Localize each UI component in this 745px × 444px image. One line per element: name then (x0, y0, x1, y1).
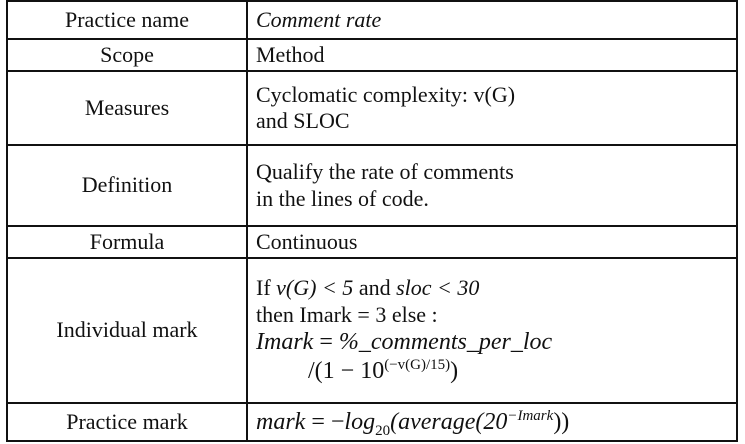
math-expression: v(G) < 5 (276, 275, 354, 301)
row-label: Definition (7, 145, 247, 226)
row-value (247, 39, 737, 71)
table-row (7, 1, 737, 39)
table-row (7, 258, 737, 403)
table-row (7, 145, 737, 226)
row-label: Practice name (7, 1, 247, 39)
row-value (247, 145, 737, 226)
row-label: Individual mark (7, 258, 247, 403)
table-row (7, 403, 737, 441)
row-value (247, 1, 737, 39)
individual-mark-formula-denominator: $/(1 - 10^{(-v(G)/15)})$ (308, 356, 459, 384)
formula-value: Continuous (256, 228, 358, 254)
math-expression: sloc < 30 (396, 275, 480, 301)
individual-mark-formula: Imark = %_comments_per_loc (256, 329, 553, 356)
measures-line-1: Cyclomatic complexity: v(G) (256, 81, 516, 107)
row-value (247, 258, 737, 403)
subscript: 20 (375, 422, 391, 439)
individual-mark-then: then Imark = 3 else : (256, 301, 438, 327)
practice-mark-formula: mark = $-\log_{20}(average(20^{-Imark}))$ (256, 407, 570, 439)
exponent: −Imark (507, 407, 554, 424)
scope-value: Method (256, 41, 325, 67)
row-label: Formula (7, 226, 247, 258)
table-row (7, 39, 737, 71)
row-label: Measures (7, 71, 247, 145)
individual-mark-condition: If v(G) < 5 and sloc < 30 (256, 275, 480, 301)
measures-line-2: and SLOC (256, 108, 350, 133)
row-label: Scope (7, 39, 247, 71)
row-value (247, 71, 737, 145)
practice-name-value: Comment rate (256, 6, 382, 32)
definition-line-2: in the lines of code. (256, 185, 429, 211)
row-value (247, 403, 737, 441)
table-row (7, 71, 737, 145)
exponent: (−v(G)/15) (384, 356, 451, 373)
definition-line-1: Qualify the rate of comments (256, 159, 514, 185)
practice-table (6, 0, 738, 442)
row-value (247, 226, 737, 258)
row-label: Practice mark (7, 403, 247, 441)
table-row (7, 226, 737, 258)
